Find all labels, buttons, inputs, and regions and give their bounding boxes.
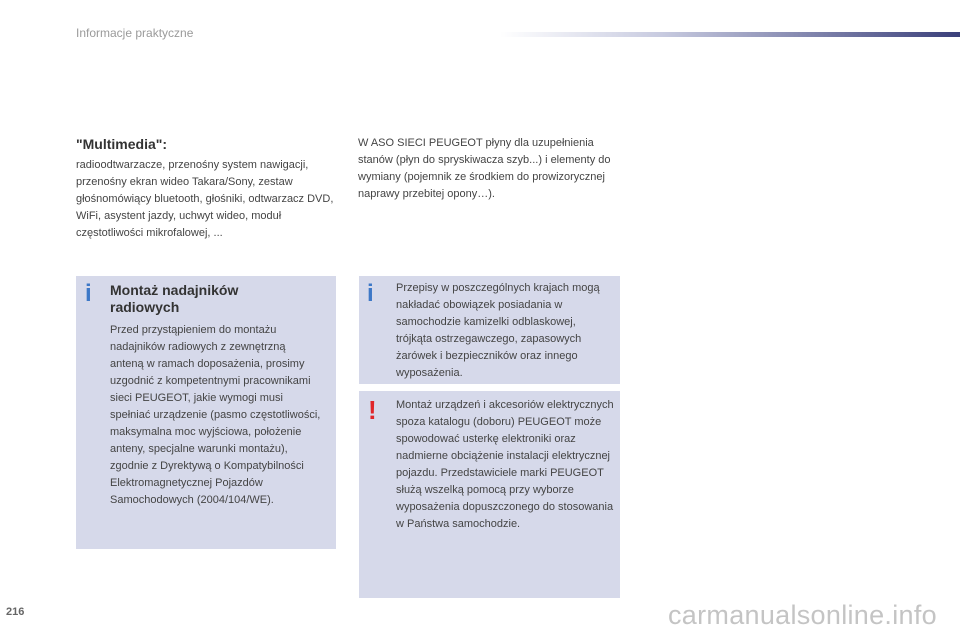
- regulations-box-text: Przepisy w poszczególnych krajach mogą nakładać obowiązek posiadania w samochodzie kamizelki odblaskowej, trójkąta ostrzegawczego, zapasowych żarówek i bezpieczników oraz innego wyposażenia.: [396, 282, 600, 379]
- radio-box-title: Montaż nadajników radiowych: [110, 282, 239, 315]
- regulations-info-box: [359, 276, 620, 384]
- warning-box-text: Montaż urządzeń i akcesoriów elektrycznych spoza katalogu (doboru) PEUGEOT może spowodować usterkę elektroniki oraz nadmierne obciążenie instalacji elektrycznej pojazdu. Przedstawiciele marki PEUGEOT służą wszelką pomocą przy wyborze wyposażenia dopuszczonego do stosowania w Państwa samochodzie.: [396, 399, 614, 530]
- radio-box-text: Przed przystąpieniem do montażu nadajników radiowych z zewnętrzną anteną w ramach doposażenia, prosimy uzgodnić z kompetentnymi pracownikami sieci PEUGEOT, jakie wymogi musi spełniać urządzenie (pasmo częstotliwości, maksymalna moc wyjściowa, położenie anteny, specjalne warunki montażu), zgodnie z Dyrektywą o Kompatybilności Elektromagnetycznej Pojazdów Samochodowych (2004/104/WE).: [110, 324, 321, 506]
- warning-icon: !: [368, 395, 377, 425]
- watermark: carmanualsonline.info: [668, 600, 937, 630]
- page-number: 216: [6, 606, 25, 618]
- aso-text: W ASO SIECI PEUGEOT płyny dla uzupełnienia stanów (płyn do spryskiwacza szyb...) i elementy do wymiany (pojemnik ze środkiem do prowizorycznej naprawy przebitej opony…).: [358, 137, 611, 200]
- info-icon: i: [367, 280, 374, 307]
- multimedia-text: radioodtwarzacze, przenośny system nawigacji, przenośny ekran wideo Takara/Sony, zestaw głośnomówiący bluetooth, głośniki, odtwarzacz DVD, WiFi, asystent jazdy, uchwyt wideo, moduł częstotliwości mikrofalowej, ...: [76, 159, 334, 239]
- section-title: Informacje praktyczne: [76, 26, 194, 40]
- header-bar: [500, 32, 960, 37]
- info-icon: i: [85, 280, 92, 307]
- radio-info-box: [76, 276, 336, 549]
- warning-box: [359, 391, 620, 598]
- multimedia-heading: "Multimedia":: [76, 136, 168, 152]
